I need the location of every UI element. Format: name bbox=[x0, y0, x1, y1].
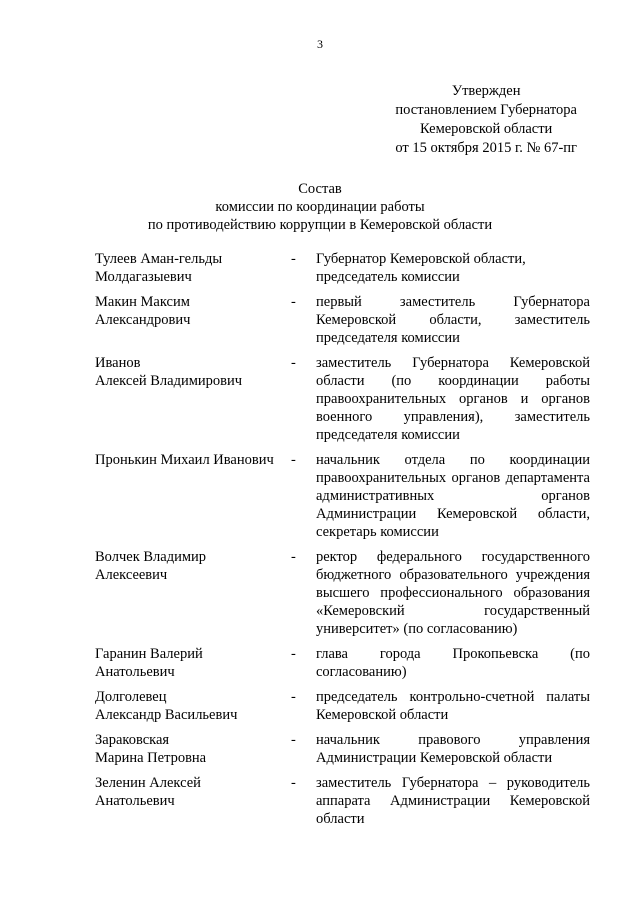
member-role: заместитель Губернатора Кемеровской области (по координации работы правоохранительных органов и органов военного управления), заместитель председателя комиссии bbox=[316, 355, 590, 443]
member-dash: - bbox=[291, 646, 296, 662]
member-name: Волчек Владимир Алексеевич bbox=[95, 549, 207, 583]
member-dash: - bbox=[291, 251, 296, 267]
member-list bbox=[95, 250, 590, 835]
title-line-commission: комиссии по координации работы bbox=[215, 199, 425, 215]
member-row bbox=[95, 548, 590, 638]
member-dash: - bbox=[291, 549, 296, 565]
member-row bbox=[95, 451, 590, 541]
approval-line-resolution: постановлением Губернатора bbox=[395, 102, 577, 118]
member-row bbox=[95, 250, 590, 286]
member-role: Губернатор Кемеровской области, председатель комиссии bbox=[316, 251, 526, 285]
member-name: Тулеев Аман-гельды Молдагазыевич bbox=[95, 251, 223, 285]
member-name: Иванов Алексей Владимирович bbox=[95, 355, 243, 389]
member-row bbox=[95, 688, 590, 724]
member-role: глава города Прокопьевска (по согласованию) bbox=[316, 646, 590, 680]
member-role: заместитель Губернатора – руководитель аппарата Администрации Кемеровской области bbox=[316, 775, 590, 827]
title-line-composition: Состав bbox=[298, 181, 342, 197]
member-role: первый заместитель Губернатора Кемеровской области, заместитель председателя комиссии bbox=[316, 294, 590, 346]
member-dash: - bbox=[291, 355, 296, 371]
approval-stamp bbox=[395, 82, 577, 158]
approval-line-date: от 15 октября 2015 г. № 67-пг bbox=[395, 140, 577, 156]
member-row bbox=[95, 731, 590, 767]
document-title bbox=[0, 180, 640, 234]
member-dash: - bbox=[291, 775, 296, 791]
member-name: Гаранин Валерий Анатольевич bbox=[95, 646, 203, 680]
approval-line-region: Кемеровской области bbox=[420, 121, 553, 137]
member-role: ректор федерального государственного бюджетного образовательного учреждения высшего профессионального образования «Кемеровский государственный университет» (по согласованию) bbox=[316, 549, 590, 637]
member-name: Долголевец Александр Васильевич bbox=[95, 689, 238, 723]
member-row bbox=[95, 645, 590, 681]
member-role: начальник правового управления Администрации Кемеровской области bbox=[316, 732, 590, 766]
member-dash: - bbox=[291, 689, 296, 705]
member-role: председатель контрольно-счетной палаты Кемеровской области bbox=[316, 689, 590, 723]
member-dash: - bbox=[291, 732, 296, 748]
member-name: Макин Максим Александрович bbox=[95, 294, 191, 328]
member-role: начальник отдела по координации правоохранительных органов департамента административных органов Администрации Кемеровской области, секретарь комиссии bbox=[316, 452, 590, 540]
approval-line-approved: Утвержден bbox=[451, 83, 521, 99]
member-row bbox=[95, 774, 590, 828]
member-name: Пронькин Михаил Иванович bbox=[95, 452, 274, 468]
member-dash: - bbox=[291, 294, 296, 310]
title-line-purpose: по противодействию коррупции в Кемеровской области bbox=[147, 217, 493, 233]
member-row bbox=[95, 293, 590, 347]
member-name: Зеленин Алексей Анатольевич bbox=[95, 775, 201, 809]
member-dash: - bbox=[291, 452, 296, 468]
page-number: 3 bbox=[317, 37, 323, 51]
member-name: Зараковская Марина Петровна bbox=[95, 732, 207, 766]
member-row bbox=[95, 354, 590, 444]
